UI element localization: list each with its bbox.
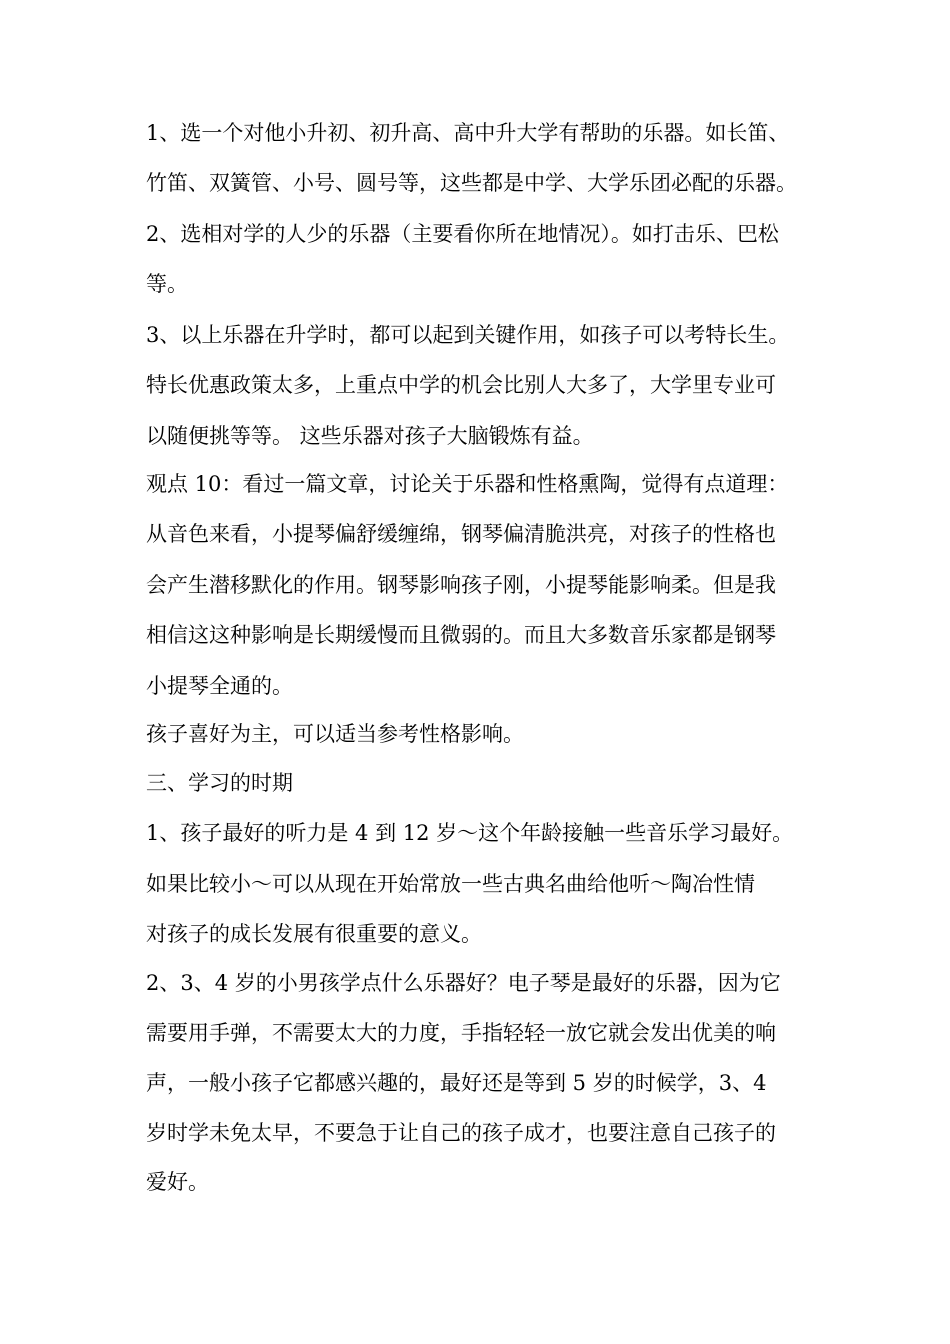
text-line: 观点 10：看过一篇文章，讨论关于乐器和性格熏陶，觉得有点道理： bbox=[146, 472, 789, 496]
text-line: 以随便挑等等。 这些乐器对孩子大脑锻炼有益。 bbox=[146, 424, 594, 448]
text-line: 岁时学未免太早，不要急于让自己的孩子成才，也要注意自己孩子的 bbox=[146, 1121, 776, 1145]
text-line: 竹笛、双簧管、小号、圆号等，这些都是中学、大学乐团必配的乐器。 bbox=[146, 171, 797, 195]
text-line: 三、学习的时期 bbox=[146, 771, 293, 795]
text-line: 会产生潜移默化的作用。钢琴影响孩子刚，小提琴能影响柔。但是我 bbox=[146, 573, 776, 597]
text-line: 1、选一个对他小升初、初升高、高中升大学有帮助的乐器。如长笛、 bbox=[146, 121, 790, 145]
text-line: 爱好。 bbox=[146, 1170, 209, 1194]
text-line: 3、以上乐器在升学时，都可以起到关键作用，如孩子可以考特长生。 bbox=[146, 323, 790, 347]
text-line: 孩子喜好为主，可以适当参考性格影响。 bbox=[146, 722, 524, 746]
text-line: 2、选相对学的人少的乐器（主要看你所在地情况）。如打击乐、巴松 bbox=[146, 222, 779, 246]
text-line: 小提琴全通的。 bbox=[146, 674, 293, 698]
text-line: 从音色来看，小提琴偏舒缓缠绵，钢琴偏清脆洪亮，对孩子的性格也 bbox=[146, 522, 776, 546]
text-line: 1、孩子最好的听力是 4 到 12 岁～这个年龄接触一些音乐学习最好。 bbox=[146, 821, 794, 845]
text-line: 相信这这种影响是长期缓慢而且微弱的。而且大多数音乐家都是钢琴 bbox=[146, 623, 776, 647]
text-line: 声，一般小孩子它都感兴趣的，最好还是等到 5 岁的时候学，3、4 bbox=[146, 1071, 767, 1095]
text-line: 如果比较小～可以从现在开始常放一些古典名曲给他听～陶冶性情 bbox=[146, 872, 755, 896]
text-line: 2、3、4 岁的小男孩学点什么乐器好？电子琴是最好的乐器，因为它 bbox=[146, 971, 781, 995]
text-line: 需要用手弹，不需要太大的力度，手指轻轻一放它就会发出优美的响 bbox=[146, 1021, 776, 1045]
text-line: 特长优惠政策太多，上重点中学的机会比别人大多了，大学里专业可 bbox=[146, 373, 776, 397]
text-line: 等。 bbox=[146, 272, 188, 296]
text-line: 对孩子的成长发展有很重要的意义。 bbox=[146, 922, 482, 946]
